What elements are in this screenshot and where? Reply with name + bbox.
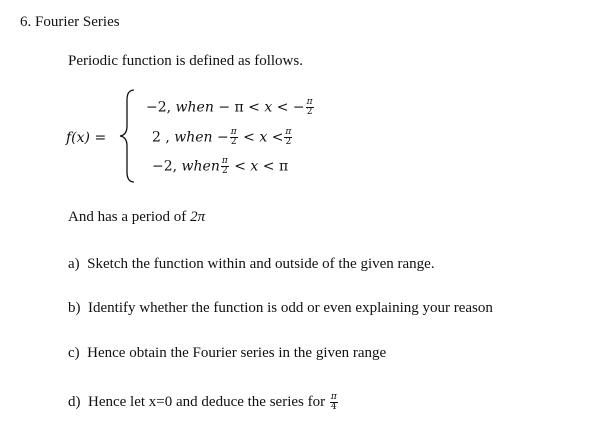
case-row-3: −2, when $\frac{\pi}{2}$ < x < π	[152, 156, 289, 176]
question-a	[68, 256, 435, 273]
case-row-1: −2, when − π < x < − $\frac{\pi}{2}$	[146, 97, 313, 117]
question-label: a)	[68, 256, 80, 272]
fraction-pi-over-2: $\frac{\pi}{2}$	[285, 127, 292, 147]
period-statement: And has a period of 2π	[68, 209, 206, 225]
question-d	[68, 393, 339, 412]
question-text: Hence let x=0 and deduce the series for	[88, 393, 326, 410]
question-label: b)	[68, 300, 81, 316]
question-text: Identify whether the function is odd or even explaining your reason	[88, 300, 493, 316]
question-heading: 6. Fourier Series	[20, 14, 120, 30]
question-text: Sketch the function within and outside of the given range.	[87, 256, 435, 272]
fraction-pi-over-2: $\frac{\pi}{2}$	[306, 97, 313, 117]
case-row-2: 2 , when − $\frac{\pi}{2}$ < x < $\frac{\pi}{2}$	[152, 127, 292, 147]
question-c	[68, 345, 386, 362]
function-lhs: f(x) =	[66, 130, 107, 146]
question-b	[68, 300, 493, 317]
intro-text: Periodic function is defined as follows.	[68, 53, 303, 69]
question-label: d)	[68, 393, 81, 410]
left-brace	[118, 88, 136, 184]
question-label: c)	[68, 345, 80, 361]
question-text: Hence obtain the Fourier series in the given range	[87, 345, 387, 361]
fraction-pi-over-2: $\frac{\pi}{2}$	[221, 156, 228, 176]
fraction-pi-over-4: $\frac{\pi}{4}$	[330, 392, 337, 412]
fraction-pi-over-2: $\frac{\pi}{2}$	[230, 127, 237, 147]
